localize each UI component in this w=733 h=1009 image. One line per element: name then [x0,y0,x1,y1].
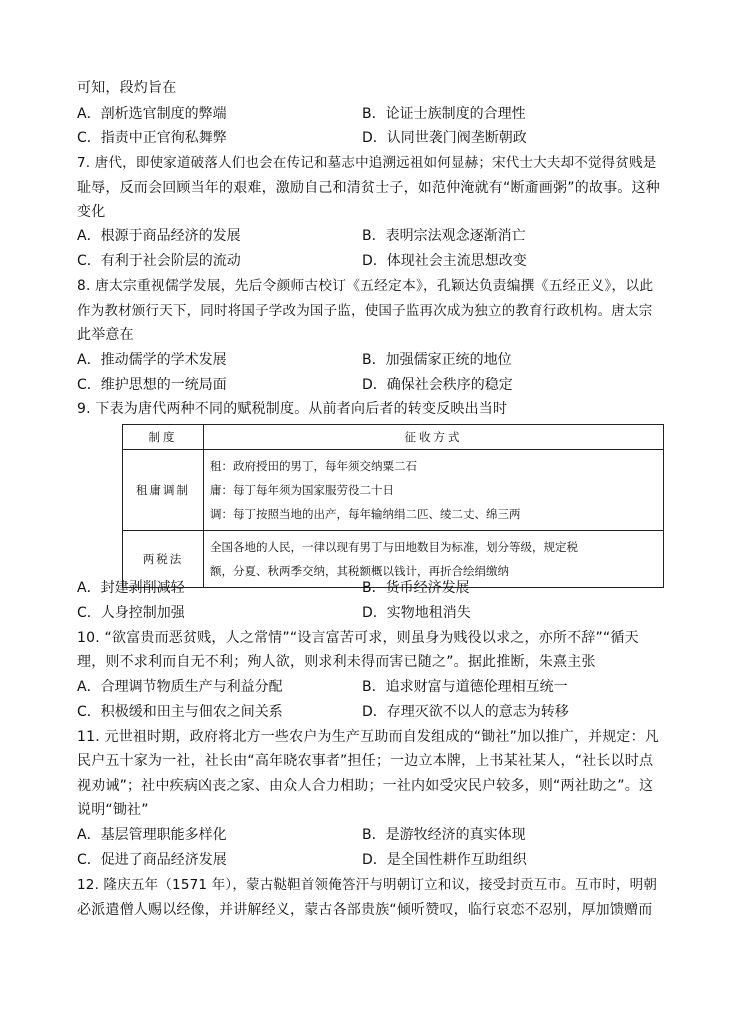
q7-stem-line: 耻辱，反而会回顾当年的艰难，激励自己和清贫士子，如范仲淹就有“断齑画粥”的故事。这种 [77,180,660,196]
q8-option-a: A．推动儒学的学术发展 [77,352,227,368]
q8-option-b: B．加强儒家正统的地位 [362,352,512,368]
intro-line: 可知，段灼旨在 [77,80,177,96]
table-cell-system-name: 租庸调制 [123,450,204,531]
q12-stem-line: 必派遣僧人赐以经像，并讲解经义，蒙古各部贵族“倾听赞叹，临行哀恋不忍别，厚加馈赠而 [77,902,653,918]
q8-stem-line: 作为教材颁行天下，同时将国子学改为国子监，使国子监再次成为独立的教育行政机构。唐太宗 [77,303,653,319]
rule-line: 全国各地的人民，一律以现有男丁与田地数目为标准，划分等级，规定税 [210,540,578,554]
q8-stem-line: 8. 唐太宗重视儒学发展，先后令颜师古校订《五经定本》，孔颖达负责编撰《五经正义》，以此 [77,278,654,294]
q6-option-a: A．剖析选官制度的弊端 [77,106,227,122]
rule-line: 租：政府授田的男丁，每年须交纳粟二石 [210,459,417,473]
q7-option-d: D．体现社会主流思想改变 [362,253,527,269]
q12-stem-line: 12. 隆庆五年（1571 年），蒙古鞑靼首领俺答汗与明朝订立和议，接受封贡互市。互市时，明朝 [77,877,658,893]
q9-option-b: B．货币经济发展 [362,580,470,596]
q11-stem-line: 视劝诫”；社中疾病凶丧之家、由众人合力相助；一社内如受灾民户较多，则“两社助之”。这 [77,778,654,794]
q11-stem-line: 民户五十家为一社，社长由“高年晓农事者”担任；一边立本牌，上书某社某人，“社长以时点 [77,753,654,769]
q9-option-a: A．封建剥削减轻 [77,580,185,596]
q9-stem-line: 9. 下表为唐代两种不同的赋税制度。从前者向后者的转变反映出当时 [77,401,508,417]
q8-option-c: C．维护思想的一统局面 [77,377,227,393]
rule-line: 额，分夏、秋两季交纳，其税额概以钱计，再折合绘绢缴纳 [210,564,509,578]
q10-option-d: D．存理灭欲不以人的意志为转移 [362,704,569,720]
table-header-cell: 制度 [123,425,204,450]
q6-option-c: C．指责中正官徇私舞弊 [77,130,227,146]
q11-stem-line: 说明“锄社” [77,802,149,818]
tax-system-table [122,424,664,588]
table-cell-collection-method [204,450,664,531]
q6-option-b: B．论证士族制度的合理性 [362,106,526,122]
q11-option-c: C．促进了商品经济发展 [77,852,227,868]
q8-option-d: D．确保社会秩序的稳定 [362,377,513,393]
q7-option-c: C．有利于社会阶层的流动 [77,253,241,269]
q10-option-c: C．积极缓和田主与佃农之间关系 [77,704,283,720]
q11-option-d: D．是全国性耕作互助组织 [362,852,527,868]
table-row [123,450,664,531]
q7-stem-line: 7. 唐代，即使家道破落人们也会在传记和墓志中追溯远祖如何显赫；宋代士大夫却不觉得贫贱是 [77,155,657,171]
q11-option-a: A．基层管理职能多样化 [77,827,227,843]
q9-option-d: D．实物地租消失 [362,605,471,621]
rule-line: 调：每丁按照当地的出产，每年输纳绢二匹、绫二丈、绵三两 [210,507,521,521]
q7-stem-line: 变化 [77,204,106,220]
table-header-row [123,425,664,450]
rule-line: 庸：每丁每年须为国家服劳役二十日 [210,483,394,497]
q9-option-c: C．人身控制加强 [77,605,185,621]
table-cell-system-name: 两税法 [123,531,204,588]
q10-stem-line: 理，则不求利而自无不利；殉人欲，则求利未得而害已随之”。据此推断，朱熹主张 [77,654,596,670]
q10-option-b: B．追求财富与道德伦理相互统一 [362,679,568,695]
table-header-cell: 征收方式 [204,425,664,450]
q11-stem-line: 11. 元世祖时期，政府将北方一些农户为生产互助而自发组成的“锄社”加以推广，并规定：凡 [77,729,660,745]
q11-option-b: B．是游牧经济的真实体现 [362,827,526,843]
q7-option-a: A．根源于商品经济的发展 [77,228,241,244]
q7-option-b: B．表明宗法观念逐渐消亡 [362,228,526,244]
q10-stem-line: 10. “欲富贵而恶贫贱，人之常情”“设言富苦可求，则虽身为贱役以求之，亦所不辞”“循天 [77,630,639,646]
q10-option-a: A．合理调节物质生产与利益分配 [77,679,283,695]
q8-stem-line: 此举意在 [77,327,134,343]
q6-option-d: D．认同世袭门阀垄断朝政 [362,130,527,146]
